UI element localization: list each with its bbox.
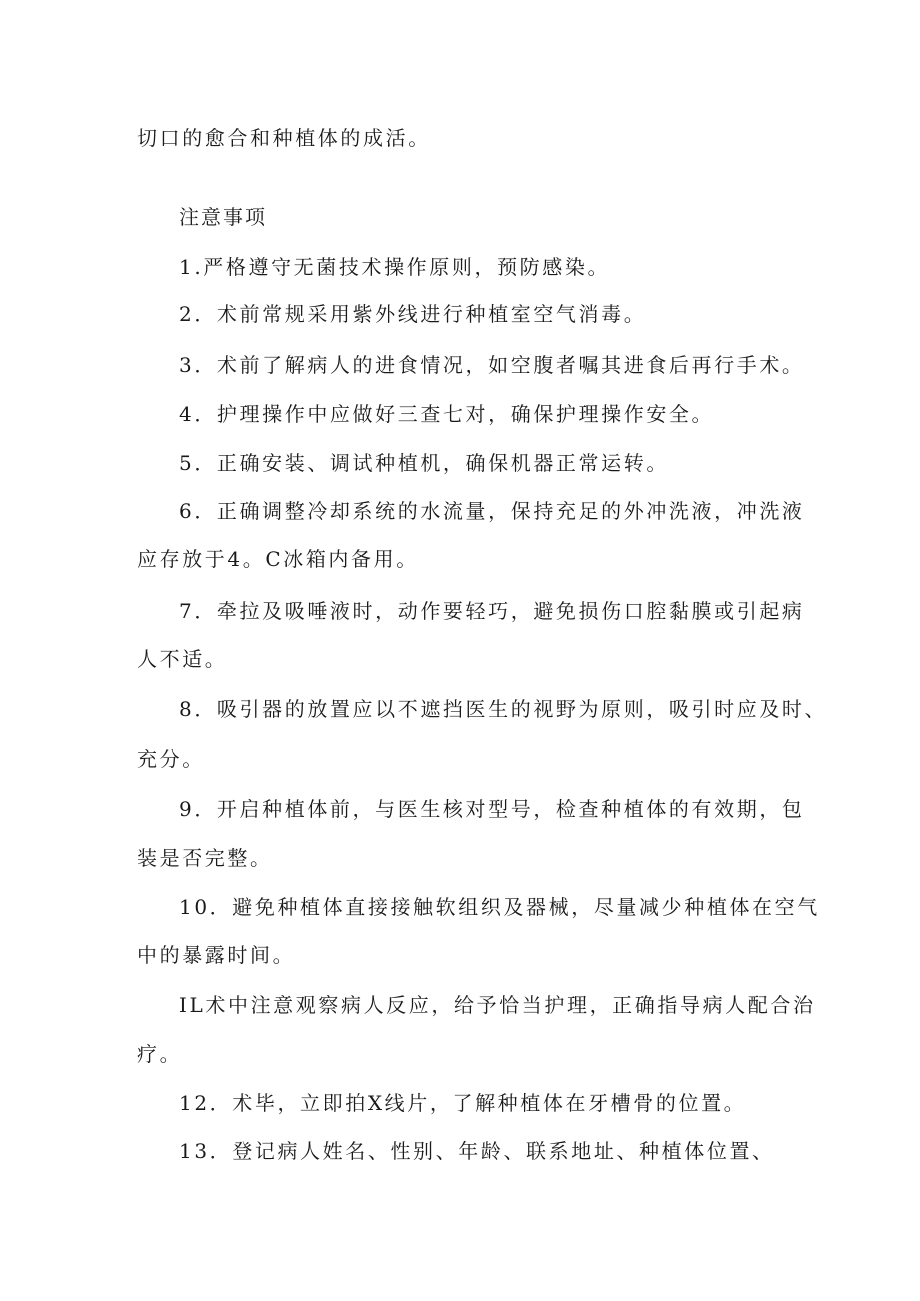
list-item-7-line-2: 人不适。: [137, 647, 228, 671]
list-item-8-line-2: 充分。: [137, 747, 205, 771]
list-item-9-line-2: 装是否完整。: [137, 846, 273, 870]
list-item-4-line-1: 4．护理操作中应做好三查七对，确保护理操作安全。: [179, 402, 715, 426]
list-item-9-line-1: 9．开启种植体前，与医生核对型号，检查种植体的有效期，包: [179, 797, 805, 821]
list-item-8-line-1: 8．吸引器的放置应以不遮挡医生的视野为原则，吸引时应及时、: [179, 697, 828, 721]
list-item-6-line-2: 应存放于4。C冰箱内备用。: [137, 547, 419, 571]
list-item-10-line-2: 中的暴露时间。: [137, 943, 296, 967]
list-item-12-line-1: 12．术毕，立即拍X线片，了解种植体在牙槽骨的位置。: [179, 1091, 747, 1115]
list-item-11-line-2: 疗。: [137, 1042, 183, 1066]
list-item-2-line-1: 2．术前常规采用紫外线进行种植室空气消毒。: [179, 302, 647, 326]
list-item-11-line-1: IL术中注意观察病人反应，给予恰当护理，正确指导病人配合治: [179, 993, 816, 1017]
list-item-10-line-1: 10．避免种植体直接接触软组织及器械，尽量减少种植体在空气: [179, 895, 820, 919]
list-item-7-line-1: 7．牵拉及吸唾液时，动作要轻巧，避免损伤口腔黏膜或引起病: [179, 599, 805, 623]
list-item-5-line-1: 5．正确安装、调试种植机，确保机器正常运转。: [179, 451, 669, 475]
list-item-3-line-1: 3．术前了解病人的进食情况，如空腹者嘱其进食后再行手术。: [179, 353, 805, 377]
list-item-1-line-1: 1.严格遵守无菌技术操作原则，预防感染。: [179, 255, 611, 279]
opening-line: 切口的愈合和种植体的成活。: [137, 126, 431, 150]
list-item-13-line-1: 13．登记病人姓名、性别、年龄、联系地址、种植体位置、: [179, 1139, 775, 1163]
section-title: 注意事项: [179, 205, 267, 229]
list-item-6-line-1: 6．正确调整冷却系统的水流量，保持充足的外冲洗液，冲洗液: [179, 499, 805, 523]
